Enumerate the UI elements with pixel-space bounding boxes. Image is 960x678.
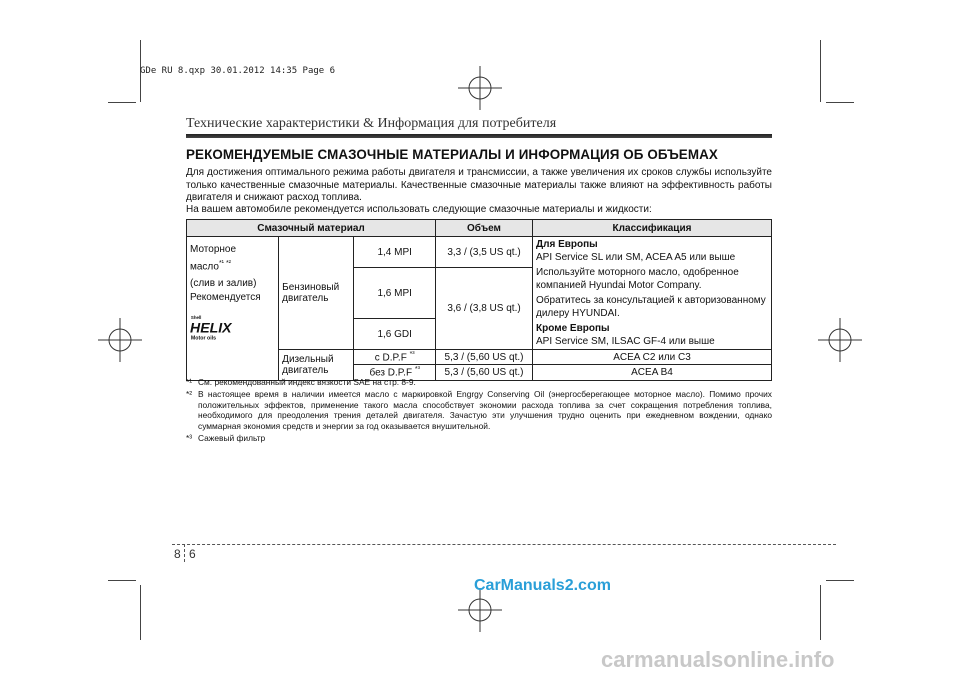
footnote-mark: *³ <box>409 351 415 358</box>
crop-mark <box>820 40 821 102</box>
classification-line: Используйте моторного масло, одобренное компанией Hyundai Motor Company. <box>536 267 739 291</box>
classification-cell: ACEA C2 или C3 <box>533 350 772 365</box>
engine-cell: 1,4 MPI <box>354 237 436 268</box>
footnote-mark: *³ <box>186 432 193 443</box>
lubricant-line: масло <box>190 260 219 272</box>
crop-mark <box>826 102 854 103</box>
footnote <box>186 377 772 388</box>
footnote-marks: *¹ *² <box>218 259 232 267</box>
section-title: Технические характеристики & Информация для потребителя <box>186 116 557 131</box>
engine-cell: 1,6 GDI <box>354 319 436 350</box>
engine-label: с D.P.F <box>374 352 407 364</box>
page-section-number: 8 <box>174 547 181 561</box>
table-header-row <box>187 220 772 237</box>
footnote <box>186 389 772 432</box>
classification-title: Для Европы <box>536 239 598 250</box>
table-header: Объем <box>436 220 533 237</box>
engine-cell: 1,6 MPI <box>354 268 436 319</box>
footnote-mark: *² <box>186 388 193 399</box>
engine-type-cell: Бензиновый двигатель <box>279 237 354 350</box>
volume-cell: 3,3 / (3,5 US qt.) <box>436 237 533 268</box>
crop-mark <box>108 102 136 103</box>
watermark-logo: CarManuals2.com <box>474 577 611 594</box>
engine-cell <box>354 350 436 365</box>
registration-mark-icon <box>818 318 862 362</box>
crop-mark <box>108 580 136 581</box>
registration-mark-icon <box>458 66 502 110</box>
registration-mark-icon <box>98 318 142 362</box>
classification-cell <box>533 237 772 350</box>
lubricant-table <box>186 219 772 381</box>
page-number: 6 <box>189 547 196 561</box>
title-rule <box>186 134 772 138</box>
lubricant-line <box>190 257 275 274</box>
intro-paragraph-2: На вашем автомобиле рекомендуется использовать следующие смазочные материалы и жидкости: <box>186 204 652 215</box>
table-header: Классификация <box>533 220 772 237</box>
classification-title: Кроме Европы <box>536 323 610 334</box>
classification-line: API Service SL или SM, ACEA A5 или выше <box>536 251 736 263</box>
crop-mark <box>140 585 141 640</box>
footnote-text: См. рекомендованный индекс вязкости SAE на стр. 8-9. <box>198 377 416 387</box>
volume-cell: 5,3 / (5,60 US qt.) <box>436 365 533 380</box>
engine-type-cell: Дизельный двигатель <box>279 350 354 381</box>
footnote-mark: *¹ <box>186 377 193 387</box>
footer-divider <box>184 544 186 562</box>
classification-line: API Service SM, ILSAC GF-4 или выше <box>536 335 715 347</box>
svg-text:Shell: Shell <box>190 315 202 321</box>
table-row <box>187 237 772 268</box>
shell-helix-logo <box>190 312 250 344</box>
intro-paragraph: Для достижения оптимального режима работы двигателя и трансмиссии, а также увеличения их сроков службы используйте только качественные смазочные материалы. Качественные смазочные материалы также влияют на эффективность работы двигателя и снижают расход топлива. <box>186 167 772 203</box>
volume-cell: 3,6 / (3,8 US qt.) <box>436 268 533 350</box>
lubricant-line: Моторное <box>190 244 237 255</box>
svg-text:Motor oils: Motor oils <box>190 335 217 342</box>
crop-mark <box>826 580 854 581</box>
table-header: Смазочный материал <box>187 220 436 237</box>
classification-line: Обратитесь за консультацией к авторизованному дилеру HYUNDAI. <box>536 295 766 319</box>
footnote <box>186 433 772 444</box>
footnote-mark: *³ <box>414 366 420 374</box>
watermark-text: carmanualsonline.info <box>601 647 835 672</box>
footnote-text: В настоящее время в наличии имеется масло с маркировкой Engrgy Conserving Oil (энергосберегающее моторное масло). Помимо прочих положительных эффектов, применение такого масла способствует экономии расхода топлива за счет сокращения потребления топлива, необходимого для преодоления трения деталей двигателя. Зачастую эти улучшения трудно оценить при ежедневном вождении, однако суммарная экономия средств и энергии за год оказывается внушительной. <box>198 388 772 432</box>
footnotes <box>186 377 772 445</box>
print-slug: GDe RU 8.qxp 30.01.2012 14:35 Page 6 <box>140 66 336 76</box>
lubricant-cell <box>187 237 279 381</box>
footnote-text: Сажевый фильтр <box>198 432 266 443</box>
engine-label: без D.P.F <box>369 367 413 379</box>
lubricant-line: (слив и залив) <box>190 278 257 290</box>
svg-text:HELIX: HELIX <box>190 319 232 336</box>
footer-rule <box>172 544 836 545</box>
page-heading: РЕКОМЕНДУЕМЫЕ СМАЗОЧНЫЕ МАТЕРИАЛЫ И ИНФОРМАЦИЯ ОБ ОБЪЕМАХ <box>186 147 718 162</box>
lubricant-line: Рекомендуется <box>190 291 261 303</box>
crop-mark <box>820 585 821 640</box>
classification-cell: ACEA B4 <box>533 365 772 380</box>
volume-cell: 5,3 / (5,60 US qt.) <box>436 350 533 365</box>
